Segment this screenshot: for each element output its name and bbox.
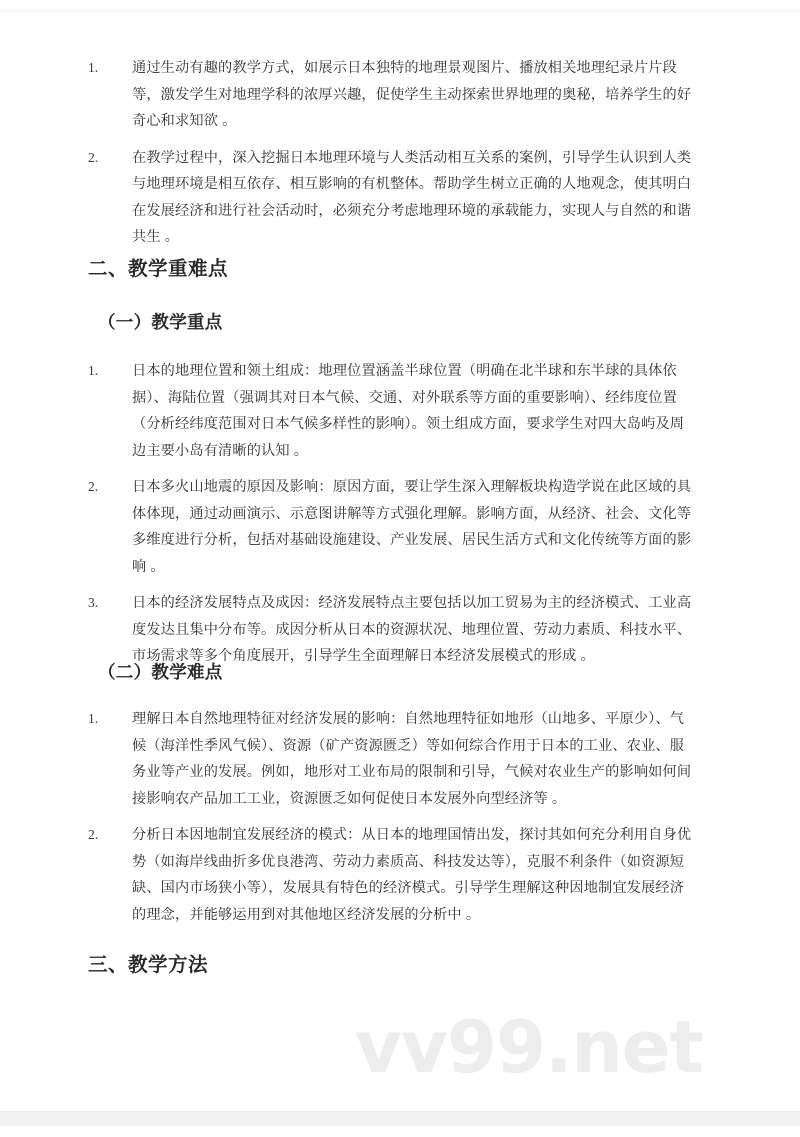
- list-item: [88, 706, 694, 812]
- heading-section-three: 三、教学方法: [88, 954, 209, 976]
- page-bottom-edge-band: [0, 1112, 800, 1126]
- list-marker: 1.: [88, 60, 99, 75]
- list-item-text: 日本的经济发展特点及成因：经济发展特点主要包括以加工贸易为主的经济模式、工业高度发达且集中分布等。成因分析从日本的资源状况、地理位置、劳动力素质、科技水平、市场需求等多个角度展开，引导学生全面理解日本经济发展模式的形成 。: [132, 595, 692, 664]
- list-item: [88, 822, 694, 928]
- list-marker: 1.: [88, 711, 99, 726]
- list-item: [88, 474, 694, 580]
- list-item-text: 分析日本因地制宜发展经济的模式：从日本的地理国情出发，探讨其如何充分利用自身优势（如海岸线曲折多优良港湾、劳动力素质高、科技发达等），克服不利条件（如资源短缺、国内市场狭小等），发展具有特色的经济模式。引导学生理解这种因地制宜发展经济的理念，并能够运用到对其他地区经济发展的分析中 。: [132, 827, 692, 923]
- page-top-edge-band: [0, 9, 800, 12]
- intro-list-block: [88, 55, 694, 261]
- list-item-text: 理解日本自然地理特征对经济发展的影响：自然地理特征如地形（山地多、平原少）、气候（海洋性季风气候）、资源（矿产资源匮乏）等如何综合作用于日本的工业、农业、服务业等产业的发展。例如，地形对工业布局的限制和引导，气候对农业生产的影响如何间接影响农产品加工工业，资源匮乏如何促使日本发展外向型经济等 。: [132, 711, 692, 807]
- heading-difficulties: （二）教学难点: [98, 662, 223, 682]
- list-item: [88, 590, 694, 670]
- list-item-text: 在教学过程中，深入挖掘日本地理环境与人类活动相互关系的案例，引导学生认识到人类与地理环境是相互依存、相互影响的有机整体。帮助学生树立正确的人地观念，使其明白在发展经济和进行社会活动时，必须充分考虑地理环境的承载能力，实现人与自然的和谐共生 。: [132, 149, 692, 245]
- list-marker: 2.: [88, 827, 99, 842]
- list-item-text: 通过生动有趣的教学方式，如展示日本独特的地理景观图片、播放相关地理纪录片片段等，激发学生对地理学科的浓厚兴趣，促使学生主动探索世界地理的奥秘，培养学生的好奇心和求知欲 。: [132, 60, 692, 129]
- list-item: [88, 358, 694, 464]
- difficulties-list: [88, 706, 694, 928]
- list-marker: 2.: [88, 149, 99, 165]
- intro-list: [88, 55, 694, 251]
- list-marker: 1.: [88, 363, 99, 378]
- list-marker: 3.: [88, 595, 99, 610]
- list-marker: 2.: [88, 479, 99, 494]
- list-item-text: 日本的地理位置和领土组成：地理位置涵盖半球位置（明确在北半球和东半球的具体依据）、海陆位置（强调其对日本气候、交通、对外联系等方面的重要影响）、经纬度位置（分析经纬度范围对日本气候多样性的影响）。领土组成方面，要求学生对四大岛屿及周边主要小岛有清晰的认知 。: [132, 363, 685, 459]
- page-top-edge-line: [0, 22, 800, 23]
- difficulties-list-block: [88, 706, 694, 938]
- watermark: vv99.net: [355, 1005, 703, 1089]
- key-points-list: [88, 358, 694, 670]
- heading-key-points: （一）教学重点: [98, 312, 223, 332]
- list-item: [88, 55, 694, 135]
- key-points-list-block: [88, 358, 694, 680]
- list-item: [88, 145, 694, 251]
- list-item-text: 日本多火山地震的原因及影响：原因方面，要让学生深入理解板块构造学说在此区域的具体体现，通过动画演示、示意图讲解等方式强化理解。影响方面，从经济、社会、文化等多维度进行分析，包括对基础设施建设、产业发展、居民生活方式和文化传统等方面的影响 。: [132, 479, 692, 575]
- heading-section-two: 二、教学重难点: [88, 258, 229, 280]
